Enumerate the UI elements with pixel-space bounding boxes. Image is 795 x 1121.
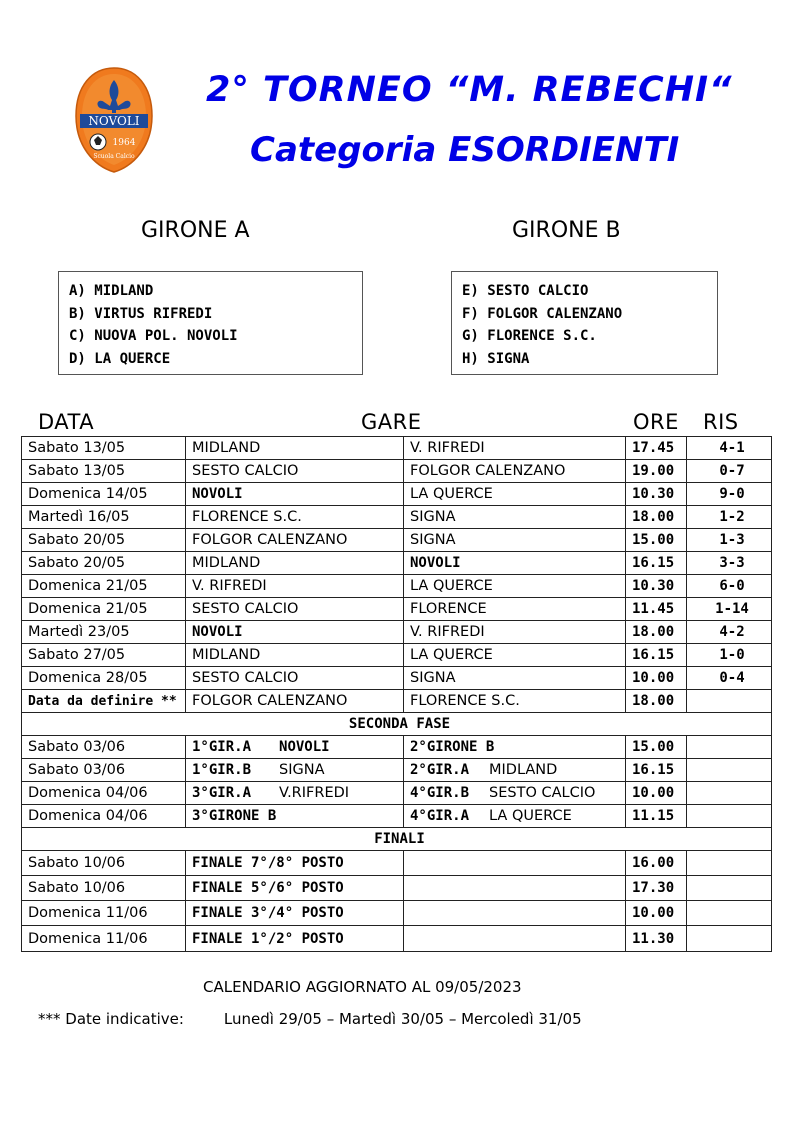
match-time: 10.00 xyxy=(626,782,687,805)
section-row xyxy=(22,828,772,851)
team-name: SESTO CALCIO xyxy=(489,785,596,801)
match-away xyxy=(404,736,626,759)
table-row xyxy=(22,901,772,926)
table-row xyxy=(22,437,772,460)
match-result xyxy=(687,876,772,901)
group-code: 1°GIR.B xyxy=(192,762,252,778)
match-date: Domenica 21/05 xyxy=(22,575,186,598)
table-row xyxy=(22,460,772,483)
match-away: LA QUERCE xyxy=(404,644,626,667)
table-row xyxy=(22,529,772,552)
table-row xyxy=(22,736,772,759)
match-away xyxy=(404,805,626,828)
match-result xyxy=(687,851,772,876)
match-away: V. RIFREDI xyxy=(404,437,626,460)
match-away xyxy=(404,759,626,782)
team-entry: B) VIRTUS RIFREDI xyxy=(69,305,213,322)
match-date: Sabato 20/05 xyxy=(22,552,186,575)
table-row xyxy=(22,483,772,506)
girone-b-teams xyxy=(451,271,718,375)
team-name: LA QUERCE xyxy=(489,808,572,824)
table-row xyxy=(22,552,772,575)
column-header-gare: GARE xyxy=(361,410,422,434)
match-result xyxy=(687,736,772,759)
match-away xyxy=(404,851,626,876)
match-date: Domenica 11/06 xyxy=(22,901,186,926)
table-row xyxy=(22,506,772,529)
match-result: 4-2 xyxy=(687,621,772,644)
match-date: Sabato 13/05 xyxy=(22,460,186,483)
team-entry: G) FLORENCE S.C. xyxy=(462,328,597,344)
table-row xyxy=(22,851,772,876)
match-time: 18.00 xyxy=(626,690,687,713)
match-date: Martedì 23/05 xyxy=(22,621,186,644)
svg-text:Scuola Calcio: Scuola Calcio xyxy=(93,153,135,160)
calendar-updated-note: CALENDARIO AGGIORNATO AL 09/05/2023 xyxy=(203,978,522,996)
match-time: 18.00 xyxy=(626,621,687,644)
match-result: 1-2 xyxy=(687,506,772,529)
match-result xyxy=(687,759,772,782)
match-home: MIDLAND xyxy=(186,437,404,460)
match-result xyxy=(687,782,772,805)
match-away: SIGNA xyxy=(404,667,626,690)
match-time: 11.30 xyxy=(626,926,687,952)
match-home: FOLGOR CALENZANO xyxy=(186,690,404,713)
group-code: 4°GIR.A xyxy=(410,808,470,824)
match-date: Domenica 04/06 xyxy=(22,805,186,828)
match-result xyxy=(687,926,772,952)
match-date: Sabato 20/05 xyxy=(22,529,186,552)
match-result: 1-3 xyxy=(687,529,772,552)
table-row xyxy=(22,782,772,805)
match-away xyxy=(404,901,626,926)
match-result xyxy=(687,805,772,828)
section-seconda-fase: SECONDA FASE xyxy=(22,713,772,736)
match-time: 18.00 xyxy=(626,506,687,529)
match-home: FOLGOR CALENZANO xyxy=(186,529,404,552)
team-name: V.RIFREDI xyxy=(279,785,350,801)
match-home: MIDLAND xyxy=(186,552,404,575)
tournament-title: 2° TORNEO “M. REBECHI“ xyxy=(206,70,733,110)
column-header-data: DATA xyxy=(38,410,95,434)
match-time: 15.00 xyxy=(626,529,687,552)
match-result: 9-0 xyxy=(687,483,772,506)
match-home: MIDLAND xyxy=(186,644,404,667)
indicative-dates-list: Lunedì 29/05 – Martedì 30/05 – Mercoledì 31/05 xyxy=(223,1010,582,1028)
table-row xyxy=(22,690,772,713)
section-row xyxy=(22,713,772,736)
match-time: 11.45 xyxy=(626,598,687,621)
table-row xyxy=(22,759,772,782)
girone-b-title: GIRONE B xyxy=(512,218,621,243)
column-header-ore: ORE xyxy=(633,410,679,434)
team-name: MIDLAND xyxy=(489,762,558,778)
final-label: FINALE 7°/8° POSTO xyxy=(186,851,404,876)
team-entry: E) SESTO CALCIO xyxy=(462,283,589,299)
match-date: Domenica 21/05 xyxy=(22,598,186,621)
girone-a-teams xyxy=(58,271,363,375)
schedule-table xyxy=(21,436,772,952)
match-time: 10.30 xyxy=(626,483,687,506)
match-away: SIGNA xyxy=(404,529,626,552)
match-result xyxy=(687,690,772,713)
table-row xyxy=(22,667,772,690)
match-result: 4-1 xyxy=(687,437,772,460)
match-away: FLORENCE xyxy=(404,598,626,621)
match-home: SESTO CALCIO xyxy=(186,667,404,690)
indicative-dates-note xyxy=(38,1010,582,1028)
match-time: 17.30 xyxy=(626,876,687,901)
match-date: Domenica 04/06 xyxy=(22,782,186,805)
match-date: Sabato 03/06 xyxy=(22,736,186,759)
match-date: Martedì 16/05 xyxy=(22,506,186,529)
team-entry: D) LA QUERCE xyxy=(69,350,171,367)
tournament-category: Categoria ESORDIENTI xyxy=(250,130,680,170)
group-code: 3°GIRONE B xyxy=(192,808,277,824)
table-row xyxy=(22,575,772,598)
match-time: 16.00 xyxy=(626,851,687,876)
svg-text:1964: 1964 xyxy=(112,138,136,148)
final-label: FINALE 1°/2° POSTO xyxy=(186,926,404,952)
match-away: LA QUERCE xyxy=(404,575,626,598)
match-result: 1-0 xyxy=(687,644,772,667)
match-result: 1-14 xyxy=(687,598,772,621)
final-label: FINALE 5°/6° POSTO xyxy=(186,876,404,901)
team-name: NOVOLI xyxy=(279,739,330,755)
table-row xyxy=(22,621,772,644)
match-home: SESTO CALCIO xyxy=(186,598,404,621)
match-date: Sabato 10/06 xyxy=(22,876,186,901)
table-row xyxy=(22,876,772,901)
column-header-ris: RIS xyxy=(703,410,739,434)
table-row xyxy=(22,598,772,621)
match-home: V. RIFREDI xyxy=(186,575,404,598)
match-time: 17.45 xyxy=(626,437,687,460)
match-away xyxy=(404,876,626,901)
match-time: 10.00 xyxy=(626,901,687,926)
match-date: Sabato 10/06 xyxy=(22,851,186,876)
team-name: SIGNA xyxy=(279,762,325,778)
table-row xyxy=(22,805,772,828)
group-code: 3°GIR.A xyxy=(192,785,252,801)
match-date: Domenica 14/05 xyxy=(22,483,186,506)
match-time: 11.15 xyxy=(626,805,687,828)
match-away xyxy=(404,926,626,952)
match-time: 16.15 xyxy=(626,759,687,782)
group-code: 4°GIR.B xyxy=(410,785,470,801)
group-code: 1°GIR.A xyxy=(192,739,252,755)
novoli-logo xyxy=(74,66,154,174)
group-code: 2°GIRONE B xyxy=(410,739,495,755)
girone-a-title: GIRONE A xyxy=(141,218,250,243)
match-time: 19.00 xyxy=(626,460,687,483)
match-result: 3-3 xyxy=(687,552,772,575)
logo-text: NOVOLI xyxy=(88,114,140,128)
table-row xyxy=(22,926,772,952)
match-time: 15.00 xyxy=(626,736,687,759)
match-result xyxy=(687,901,772,926)
match-date: Domenica 11/06 xyxy=(22,926,186,952)
group-code: 2°GIR.A xyxy=(410,762,470,778)
match-away xyxy=(404,782,626,805)
match-away: SIGNA xyxy=(404,506,626,529)
match-away: NOVOLI xyxy=(404,552,626,575)
match-home: FLORENCE S.C. xyxy=(186,506,404,529)
match-away: FLORENCE S.C. xyxy=(404,690,626,713)
indicative-dates-label: *** Date indicative: xyxy=(38,1010,184,1028)
match-result: 0-7 xyxy=(687,460,772,483)
match-time: 10.30 xyxy=(626,575,687,598)
match-home xyxy=(186,736,404,759)
final-label: FINALE 3°/4° POSTO xyxy=(186,901,404,926)
match-time: 16.15 xyxy=(626,644,687,667)
match-time: 16.15 xyxy=(626,552,687,575)
team-entry: H) SIGNA xyxy=(462,350,530,367)
match-away: V. RIFREDI xyxy=(404,621,626,644)
team-entry: F) FOLGOR CALENZANO xyxy=(462,305,623,322)
match-home xyxy=(186,805,404,828)
match-result: 0-4 xyxy=(687,667,772,690)
match-home: NOVOLI xyxy=(186,483,404,506)
match-date: Sabato 27/05 xyxy=(22,644,186,667)
match-away: LA QUERCE xyxy=(404,483,626,506)
section-finali: FINALI xyxy=(22,828,772,851)
table-row xyxy=(22,644,772,667)
match-away: FOLGOR CALENZANO xyxy=(404,460,626,483)
match-date: Sabato 13/05 xyxy=(22,437,186,460)
team-entry: C) NUOVA POL. NOVOLI xyxy=(69,328,238,344)
match-time: 10.00 xyxy=(626,667,687,690)
match-home xyxy=(186,759,404,782)
match-result: 6-0 xyxy=(687,575,772,598)
match-home xyxy=(186,782,404,805)
team-entry: A) MIDLAND xyxy=(69,283,154,299)
match-date: Sabato 03/06 xyxy=(22,759,186,782)
match-date: Domenica 28/05 xyxy=(22,667,186,690)
match-date: Data da definire ** xyxy=(22,690,186,713)
match-home: NOVOLI xyxy=(186,621,404,644)
match-home: SESTO CALCIO xyxy=(186,460,404,483)
